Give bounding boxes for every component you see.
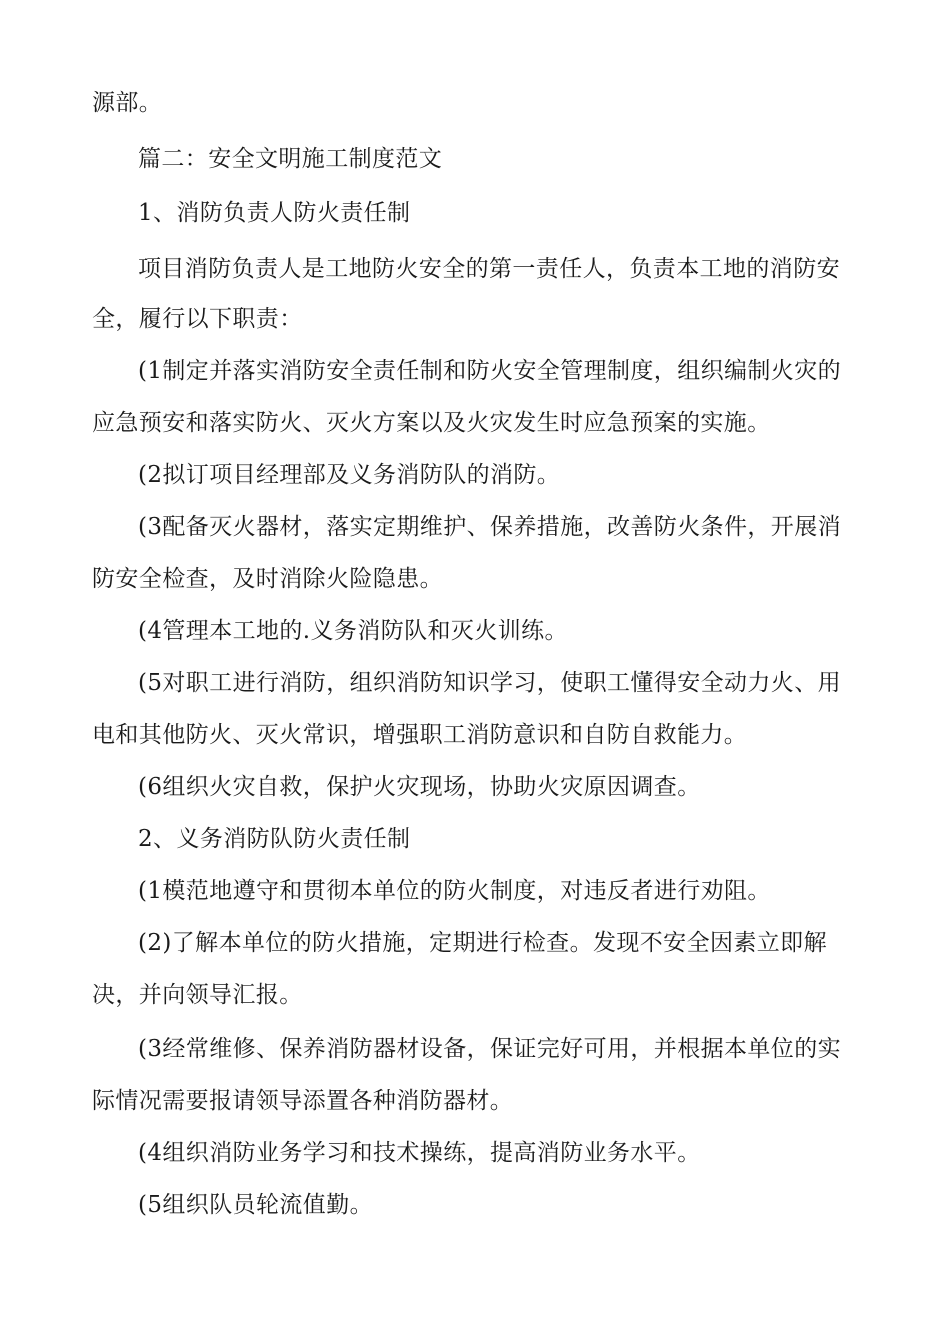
text-line-22: (5组织队员轮流值勤。 — [138, 1192, 374, 1218]
text-line-14: (6组织火灾自救，保护火灾现场，协助火灾原因调查。 — [138, 774, 701, 800]
text-line-4: 项目消防负责人是工地防火安全的第一责任人，负责本工地的消防安 — [138, 256, 840, 282]
text-line-17: (2)了解本单位的防火措施，定期进行检查。发现不安全因素立即解 — [138, 930, 827, 956]
text-line-1: 源部。 — [92, 90, 163, 116]
subheading-2: 2、义务消防队防火责任制 — [138, 826, 411, 852]
text-line-9: (3配备灭火器材，落实定期维护、保养措施，改善防火条件，开展消 — [138, 514, 842, 540]
text-line-18: 决，并向领导汇报。 — [92, 982, 303, 1008]
text-line-20: 际情况需要报请领导添置各种消防器材。 — [92, 1088, 514, 1114]
text-line-8: (2拟订项目经理部及义务消防队的消防。 — [138, 462, 561, 488]
subheading-1: 1、消防负责人防火责任制 — [138, 200, 411, 226]
text-line-7: 应急预安和落实防火、灭火方案以及火灾发生时应急预案的实施。 — [92, 410, 771, 436]
text-line-5: 全，履行以下职责： — [92, 306, 303, 332]
text-line-11: (4管理本工地的.义务消防队和灭火训练。 — [138, 618, 568, 644]
text-line-10: 防安全检查，及时消除火险隐患。 — [92, 566, 443, 592]
section-heading-2: 篇二：安全文明施工制度范文 — [138, 146, 443, 172]
text-line-12: (5对职工进行消防，组织消防知识学习，使职工懂得安全动力火、用 — [138, 670, 842, 696]
text-line-16: (1模范地遵守和贯彻本单位的防火制度，对违反者进行劝阻。 — [138, 878, 771, 904]
text-line-21: (4组织消防业务学习和技术操练，提高消防业务水平。 — [138, 1140, 701, 1166]
text-line-19: (3经常维修、保养消防器材设备，保证完好可用，并根据本单位的实 — [138, 1036, 842, 1062]
text-line-13: 电和其他防火、灭火常识，增强职工消防意识和自防自救能力。 — [92, 722, 748, 748]
text-line-6: (1制定并落实消防安全责任制和防火安全管理制度，组织编制火灾的 — [138, 358, 842, 384]
